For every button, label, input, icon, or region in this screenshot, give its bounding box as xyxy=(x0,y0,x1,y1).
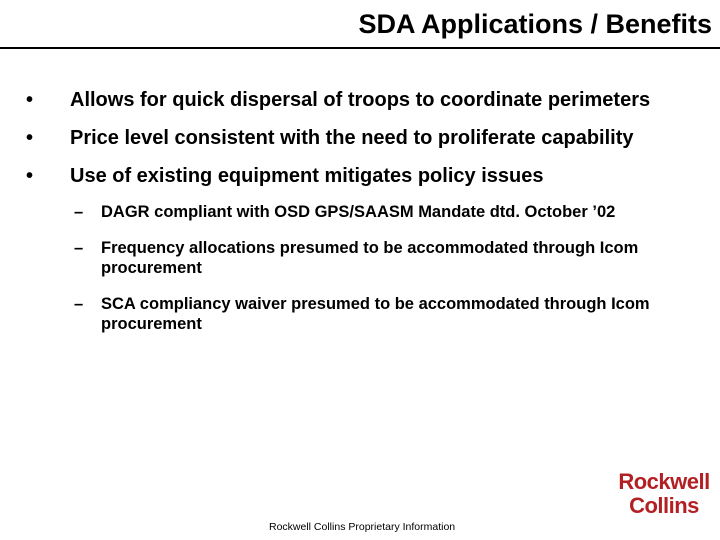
sub-bullet-text: SCA compliancy waiver presumed to be accommodated through Icom procurement xyxy=(101,295,650,333)
sub-bullet-text: DAGR compliant with OSD GPS/SAASM Mandate dtd. October ’02 xyxy=(101,203,616,221)
bullet-text: Allows for quick dispersal of troops to coordinate perimeters xyxy=(70,89,651,111)
logo-word-rockwell: Rockwell xyxy=(618,469,710,494)
bullet-text: Use of existing equipment mitigates policy issues xyxy=(70,165,544,187)
sub-bullet-marker: – xyxy=(74,203,84,221)
sub-bullet-item xyxy=(74,238,681,278)
bullet-list xyxy=(0,88,720,334)
sub-bullet-marker: – xyxy=(74,295,84,313)
sub-bullet-item xyxy=(74,202,681,222)
sub-bullet-marker: – xyxy=(74,239,84,257)
bullet-marker: • xyxy=(26,165,34,187)
sub-bullet-item xyxy=(74,294,681,334)
bullet-item xyxy=(26,88,670,112)
bullet-item xyxy=(26,164,670,188)
sub-bullet-text: Frequency allocations presumed to be accommodated through Icom procurement xyxy=(101,239,639,277)
company-logo xyxy=(616,470,712,526)
bullet-item xyxy=(26,126,670,150)
logo-word-collins: Collins xyxy=(629,493,699,518)
bullet-marker: • xyxy=(26,89,34,111)
footer-notice: Rockwell Collins Proprietary Information xyxy=(269,521,456,533)
title-divider xyxy=(0,47,720,49)
bullet-marker: • xyxy=(26,127,34,149)
bullet-text: Price level consistent with the need to proliferate capability xyxy=(70,127,634,149)
slide-title: SDA Applications / Benefits xyxy=(358,9,712,39)
